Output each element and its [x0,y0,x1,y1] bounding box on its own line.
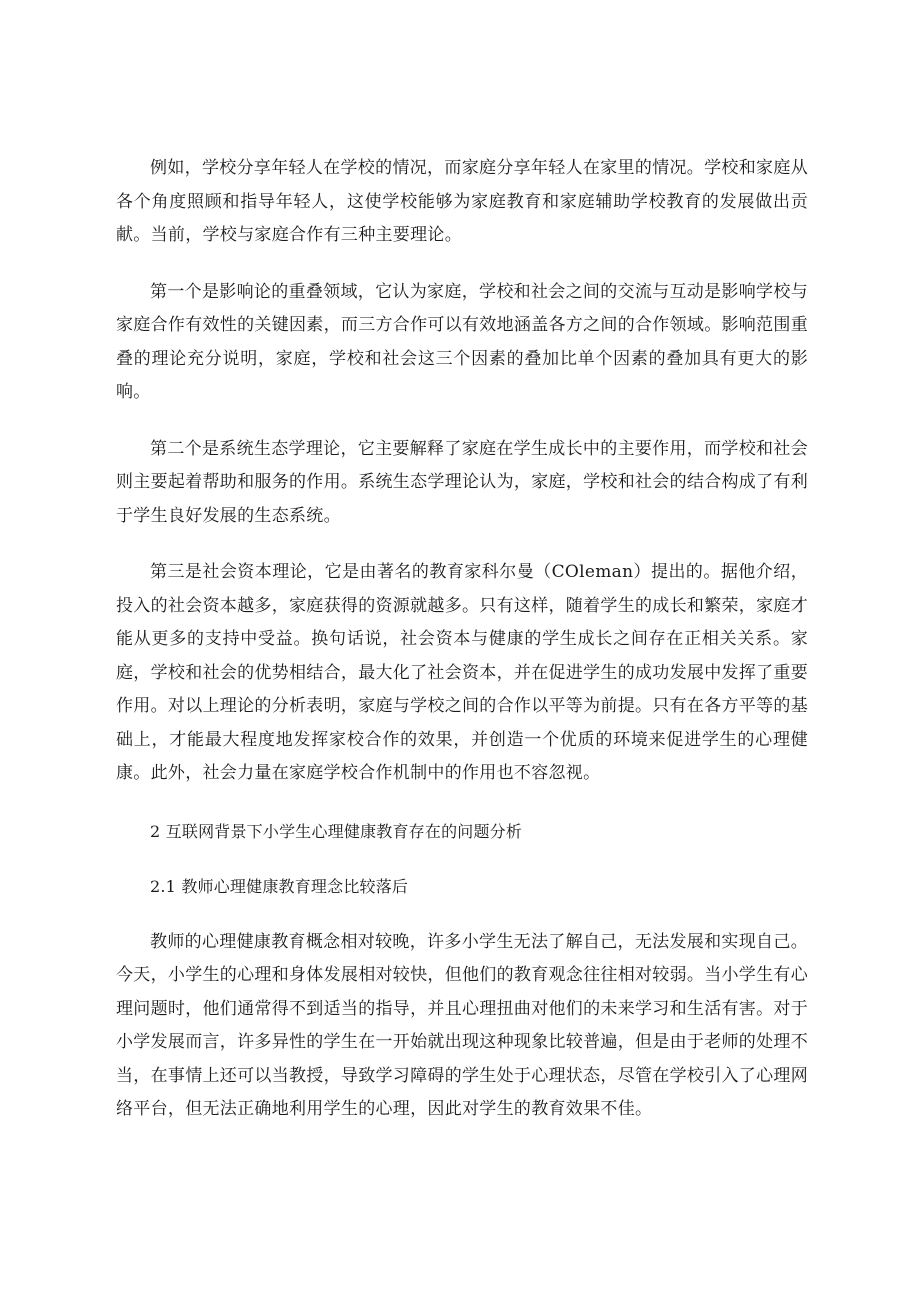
paragraph-3: 第二个是系统生态学理论，它主要解释了家庭在学生成长中的主要作用，而学校和社会则主要起着帮助和服务的作用。系统生态学理论认为，家庭，学校和社会的结合构成了有利于学生良好发展的生态系统。 [116,438,808,526]
paragraph-1: 例如，学校分享年轻人在学校的情况，而家庭分享年轻人在家里的情况。学校和家庭从各个角度照顾和指导年轻人，这使学校能够为家庭教育和家庭辅助学校教育的发展做出贡献。当前，学校与家庭合作有三种主要理论。 [116,158,808,245]
paragraph-5: 教师的心理健康教育概念相对较晚，许多小学生无法了解自己，无法发展和实现自己。今天，小学生的心理和身体发展相对较快，但他们的教育观念往往相对较弱。当小学生有心理问题时，他们通常得不到适当的指导，并且心理扭曲对他们的未来学习和生活有害。对于小学发展而言，许多异性的学生在一开始就出现这种现象比较普遍，但是由于老师的处理不当，在事情上还可以当教授，导致学习障碍的学生处于心理状态，尽管在学校引入了心理网络平台，但无法正确地利用学生的心理，因此对学生的教育效果不佳。 [116,931,808,1119]
section-heading: 2 互联网背景下小学生心理健康教育存在的问题分析 [150,821,523,841]
paragraph-4: 第三是社会资本理论，它是由著名的教育家科尔曼（COleman）提出的。据他介绍，投入的社会资本越多，家庭获得的资源就越多。只有这样，随着学生的成长和繁荣，家庭才能从更多的支持中受益。换句话说，社会资本与健康的学生成长之间存在正相关关系。家庭，学校和社会的优势相结合，最大化了社会资本，并在促进学生的成功发展中发挥了重要作用。对以上理论的分析表明，家庭与学校之间的合作以平等为前提。只有在各方平等的基础上，才能最大程度地发挥家校合作的效果，并创造一个优质的环境来促进学生的心理健康。此外，社会力量在家庭学校合作机制中的作用也不容忽视。 [116,562,808,783]
subsection-heading: 2.1 教师心理健康教育理念比较落后 [150,877,409,896]
document-page [116,152,808,1127]
paragraph-2: 第一个是影响论的重叠领域，它认为家庭，学校和社会之间的交流与互动是影响学校与家庭合作有效性的关键因素，而三方合作可以有效地涵盖各方之间的合作领域。影响范围重叠的理论充分说明，家庭，学校和社会这三个因素的叠加比单个因素的叠加具有更大的影响。 [116,281,808,402]
